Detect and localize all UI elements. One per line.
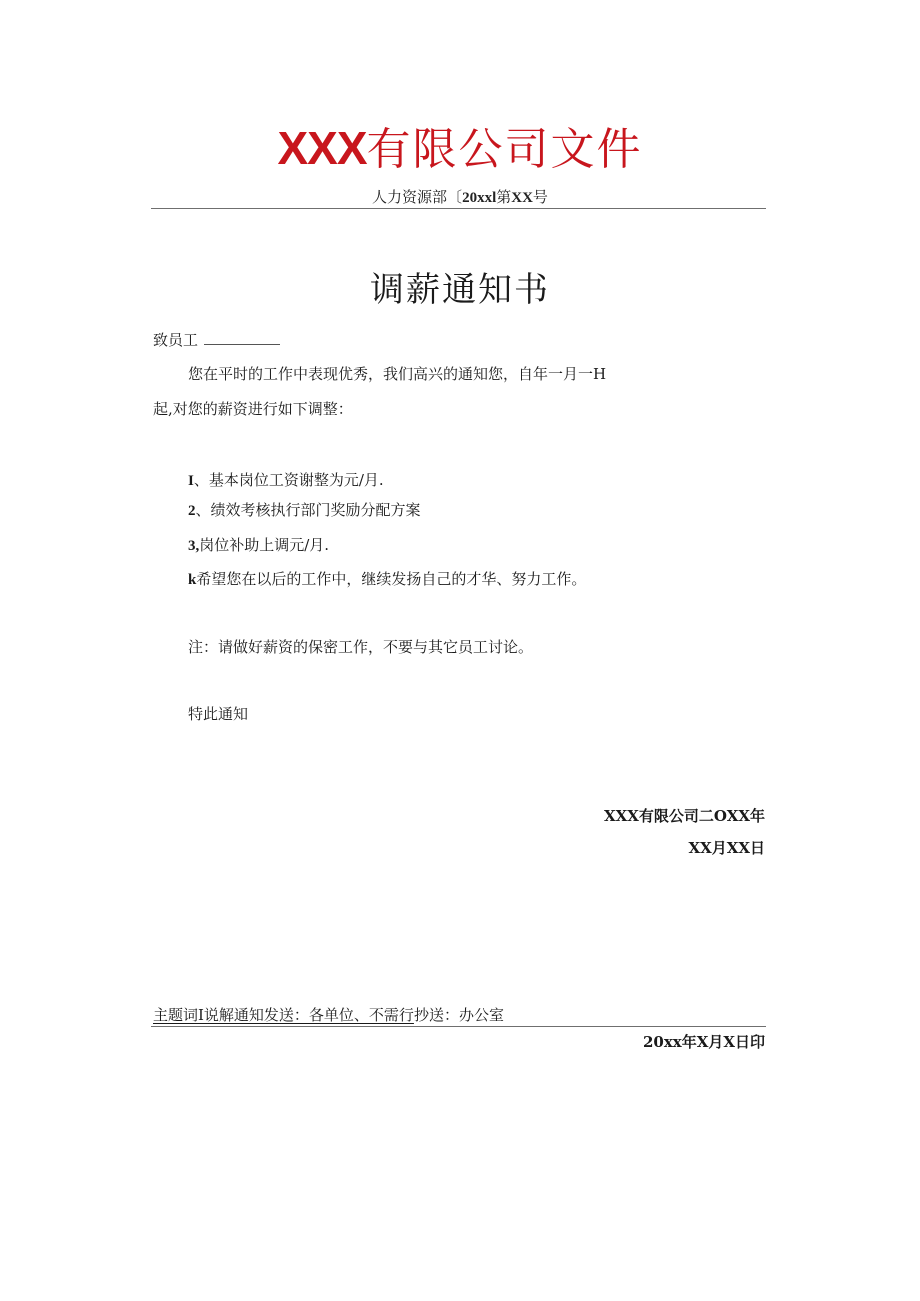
list-item <box>188 569 586 590</box>
subject-keywords: 主题词I说解通知发送：各单位、不需行 <box>153 1006 414 1024</box>
letterhead-company-cjk: 有限公司文件 <box>366 124 643 175</box>
greeting <box>153 330 280 350</box>
signature-date: XX月XX日 <box>688 839 765 857</box>
doc-mid: 第 <box>496 188 512 206</box>
greeting-label: 致员工 <box>153 331 199 349</box>
list-item-number: k <box>188 572 197 588</box>
intro-line-1: 您在平时的工作中表现优秀，我们高兴的通知您，自年一月一H <box>188 365 607 383</box>
page-title: 调薪通知书 <box>370 270 550 310</box>
signature-company: XXX有限公司二OXX年 <box>604 807 765 825</box>
list-item-text: 岗位补助上调元/月. <box>199 536 330 554</box>
list-item-text: 、基本岗位工资谢整为元/月. <box>193 471 384 489</box>
intro-line-2: 起,对您的薪资进行如下调整： <box>153 400 353 418</box>
list-item-number: I <box>188 473 194 489</box>
list-item <box>188 535 329 556</box>
subject-cc: 抄送：办公室 <box>413 1006 504 1024</box>
print-date: 20xx年X月X日印 <box>642 1033 765 1051</box>
footer-divider <box>151 1026 766 1027</box>
doc-suffix: 号 <box>532 188 548 206</box>
letterhead-company-latin: XXX <box>277 122 367 174</box>
subject-line <box>153 1004 504 1025</box>
list-item-text: 希望您在以后的工作中，继续发扬自己的才华、努力工作。 <box>196 570 587 588</box>
header-divider <box>151 208 766 209</box>
doc-dept: 人力资源部〔 <box>372 188 463 206</box>
doc-year: 20xxl <box>462 190 497 206</box>
closing-remark: 特此通知 <box>188 705 249 723</box>
list-item <box>188 470 384 491</box>
confidentiality-note: 注：请做好薪资的保密工作，不要与其它员工讨论。 <box>188 638 534 656</box>
list-item-number: 2 <box>188 503 196 519</box>
letterhead-title <box>0 120 920 178</box>
doc-no: XX <box>511 190 533 206</box>
list-item-text: 、绩效考核执行部门奖励分配方案 <box>195 501 421 519</box>
list-item <box>188 500 421 521</box>
document-number <box>0 186 920 207</box>
employee-name-blank <box>204 330 280 345</box>
list-item-number: 3, <box>188 538 200 554</box>
